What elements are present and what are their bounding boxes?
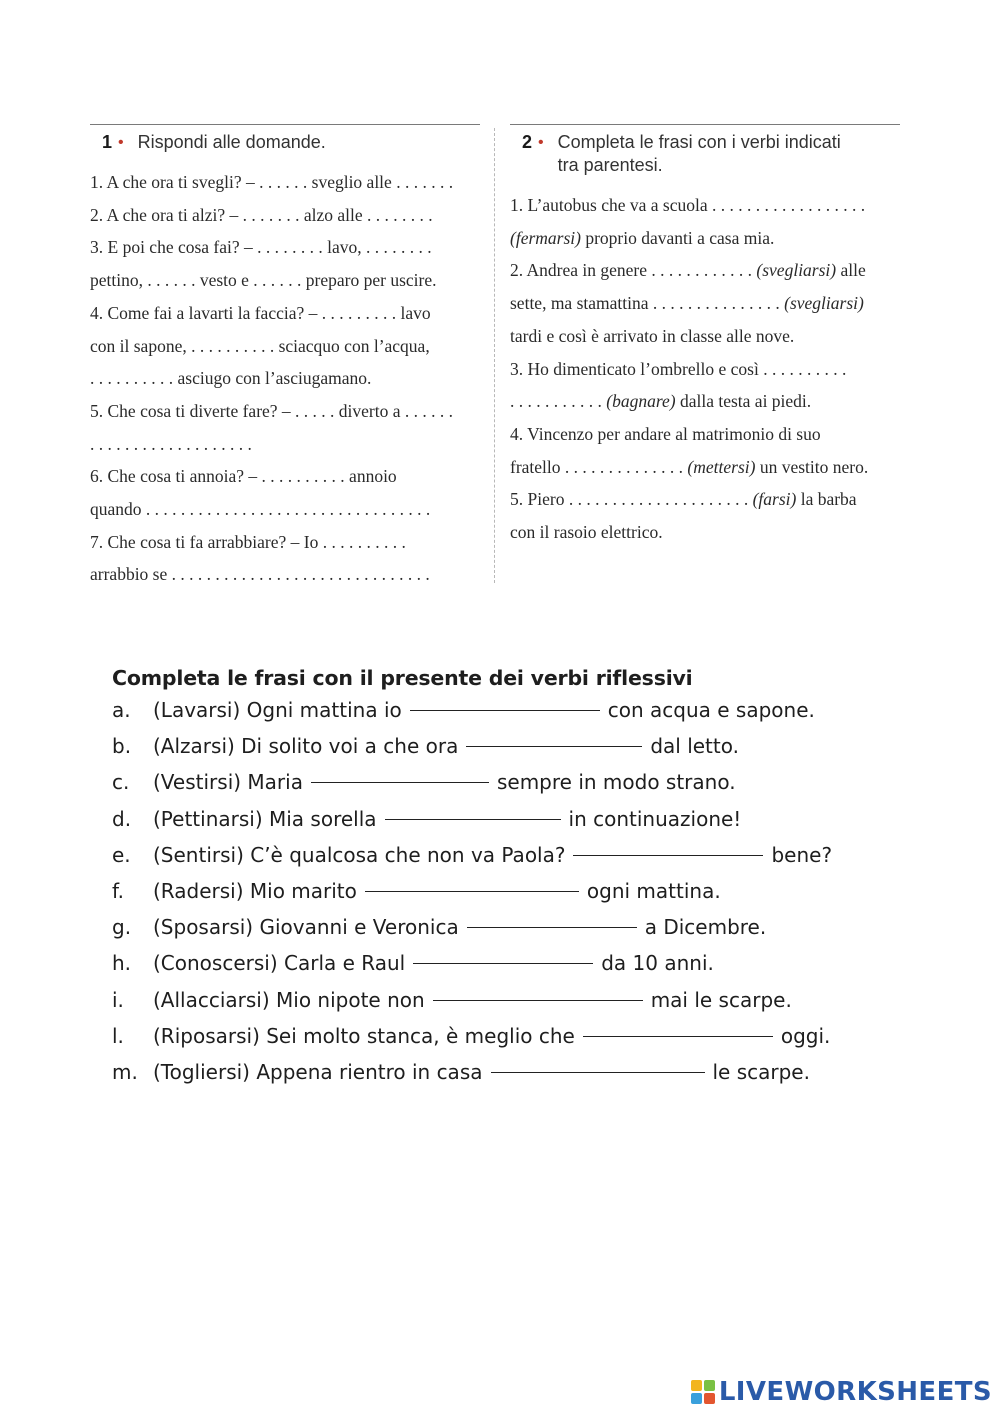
item-prompt: (Conoscersi) Carla e Raul [153, 951, 406, 976]
sentence-text: dalla testa ai piedi. [675, 391, 812, 412]
exercise-1-line: . . . . . . . . . . asciugo con l’asciugamano. [90, 368, 372, 389]
exercise-1-line: 2. A che ora ti alzi? – . . . . . . . alzo alle . . . . . . . . [90, 204, 433, 225]
logo-text: LIVEWORKSHEETS [718, 1377, 992, 1407]
exercise-1-number: 1 [102, 132, 113, 152]
item-letter: c. [112, 770, 130, 795]
exercise-2-lines [510, 189, 900, 549]
exercise-1-line: 1. A che ora ti svegli? – . . . . . . sveglio alle . . . . . . . [90, 172, 454, 192]
item-continuation: oggi. [780, 1023, 831, 1048]
exercise-2-instruction: Completa le frasi con i verbi indicati tra parentesi. [557, 132, 841, 175]
item-prompt: (Radersi) Mio marito [153, 879, 357, 904]
item-letter: e. [112, 842, 131, 867]
answer-blank[interactable] [365, 873, 579, 892]
exercise-3-item [112, 764, 932, 800]
exercise-3-item [112, 728, 932, 764]
exercise-3-item [112, 945, 932, 981]
item-continuation: in continuazione! [568, 806, 742, 831]
verb-hint: (mettersi) [687, 456, 756, 477]
logo-square [691, 1393, 702, 1404]
item-letter: a. [112, 698, 131, 722]
exercise-2-line [510, 189, 900, 222]
sentence-text: 2. Andrea in genere . . . . . . . . . . . . [510, 260, 757, 281]
item-letter: f. [112, 879, 124, 904]
sentence-text: 3. Ho dimenticato l’ombrello e così . . . . . . . . . . [510, 358, 847, 379]
item-prompt: (Pettinarsi) Mia sorella [153, 806, 377, 831]
answer-blank[interactable] [410, 692, 600, 711]
sentence-text: fratello . . . . . . . . . . . . . . [510, 456, 688, 477]
item-prompt: (Sentirsi) C’è qualcosa che non va Paola? [153, 842, 566, 867]
answer-blank[interactable] [467, 909, 637, 928]
item-letter: g. [112, 915, 132, 940]
item-prompt: (Allacciarsi) Mio nipote non [153, 987, 425, 1012]
column-divider [494, 128, 495, 583]
verb-hint: (svegliarsi) [756, 260, 837, 281]
answer-blank[interactable] [573, 837, 763, 856]
exercise-3-title: Completa le frasi con il presente dei verbi riflessivi [112, 666, 693, 690]
item-continuation: da 10 anni. [601, 951, 714, 976]
exercise-1-line: 4. Come fai a lavarti la faccia? – . . . . . . . . . lavo [90, 302, 431, 323]
exercise-1-line: arrabbio se . . . . . . . . . . . . . . . . . . . . . . . . . . . . . . [90, 564, 430, 585]
exercise-1-line: pettino, . . . . . . vesto e . . . . . . preparo per uscire. [90, 270, 437, 291]
liveworksheets-logo [691, 1377, 992, 1407]
bullet-icon: • [538, 134, 544, 151]
sentence-text: 5. Piero . . . . . . . . . . . . . . . . . . . . . [510, 489, 753, 510]
item-prompt: (Riposarsi) Sei molto stanca, è meglio che [153, 1023, 575, 1048]
exercise-3-items [112, 692, 932, 1090]
verb-hint: (bagnare) [606, 391, 676, 412]
sentence-text: alle [836, 260, 866, 281]
exercise-1-line: 5. Che cosa ti diverte fare? – . . . . . diverto a . . . . . . [90, 400, 454, 421]
exercise-3-item [112, 801, 932, 837]
sentence-text: proprio davanti a casa mia. [580, 227, 775, 248]
exercise-3-item [112, 982, 932, 1018]
exercise-2-line [510, 483, 900, 516]
exercise-1-header [102, 131, 480, 154]
answer-blank[interactable] [583, 1018, 773, 1037]
exercise-2-rule [510, 124, 900, 125]
exercise-2-header [522, 131, 900, 177]
exercise-2-line [510, 385, 900, 418]
exercise-1-line: quando . . . . . . . . . . . . . . . . . . . . . . . . . . . . . . . . . [90, 499, 431, 520]
exercise-1 [90, 124, 480, 591]
item-continuation: bene? [771, 842, 833, 867]
exercise-1-line: 3. E poi che cosa fai? – . . . . . . . . lavo, . . . . . . . . [90, 237, 432, 258]
exercise-1-line: con il sapone, . . . . . . . . . . sciacquo con l’acqua, [90, 335, 430, 356]
exercise-1-lines [90, 166, 480, 591]
exercise-2-line [510, 287, 900, 320]
exercise-2-line [510, 254, 900, 287]
logo-square [691, 1380, 702, 1391]
bullet-icon: • [118, 134, 124, 151]
item-letter: d. [112, 806, 132, 831]
exercise-1-line: 7. Che cosa ti fa arrabbiare? – Io . . . . . . . . . . [90, 531, 406, 552]
item-letter: i. [112, 987, 124, 1012]
exercise-3-item [112, 1054, 932, 1090]
sentence-text: sette, ma stamattina . . . . . . . . . . . . . . . [510, 293, 785, 314]
exercise-2-line [510, 451, 900, 484]
exercise-2-line [510, 353, 900, 386]
exercise-1-instruction: Rispondi alle domande. [137, 132, 326, 152]
exercise-2 [510, 124, 900, 549]
item-continuation: con acqua e sapone. [607, 698, 815, 722]
sentence-text: un vestito nero. [755, 456, 869, 477]
exercise-2-line [510, 222, 900, 255]
item-letter: h. [112, 951, 132, 976]
verb-hint: (svegliarsi) [784, 293, 864, 314]
exercise-3-item [112, 692, 932, 728]
logo-square [704, 1393, 715, 1404]
exercise-2-line [510, 418, 900, 451]
exercise-1-rule [90, 124, 480, 125]
answer-blank[interactable] [433, 982, 643, 1001]
item-prompt: (Sposarsi) Giovanni e Veronica [153, 915, 459, 940]
item-continuation: sempre in modo strano. [496, 770, 736, 795]
exercise-3-item [112, 837, 932, 873]
item-prompt: (Lavarsi) Ogni mattina io [153, 698, 402, 722]
item-letter: b. [112, 734, 132, 759]
exercise-2-number: 2 [522, 132, 533, 152]
sentence-text: la barba [796, 489, 857, 510]
sentence-text: 4. Vincenzo per andare al matrimonio di suo [510, 423, 821, 444]
answer-blank[interactable] [491, 1054, 705, 1073]
verb-hint: (farsi) [752, 489, 797, 510]
exercise-1-line: . . . . . . . . . . . . . . . . . . . [90, 433, 252, 454]
exercise-2-line [510, 516, 900, 549]
exercise-1-line: 6. Che cosa ti annoia? – . . . . . . . . . . annoio [90, 466, 397, 487]
item-continuation: a Dicembre. [644, 915, 767, 940]
answer-blank[interactable] [466, 728, 642, 747]
item-continuation: mai le scarpe. [650, 987, 792, 1012]
item-continuation: le scarpe. [712, 1060, 810, 1085]
exercise-3-item [112, 873, 932, 909]
item-prompt: (Vestirsi) Maria [153, 770, 303, 795]
item-prompt: (Togliersi) Appena rientro in casa [153, 1060, 483, 1085]
answer-blank[interactable] [311, 764, 489, 783]
item-continuation: dal letto. [650, 734, 739, 759]
exercise-3-item [112, 1018, 932, 1054]
item-letter: m. [112, 1060, 138, 1085]
item-letter: l. [112, 1023, 124, 1048]
sentence-text: . . . . . . . . . . . [510, 391, 607, 412]
answer-blank[interactable] [385, 801, 561, 820]
item-prompt: (Alzarsi) Di solito voi a che ora [153, 734, 459, 759]
item-continuation: ogni mattina. [586, 879, 721, 904]
logo-mark-icon [691, 1380, 715, 1404]
exercise-3-item [112, 909, 932, 945]
reflexive-verbs-exercise [112, 666, 932, 1090]
exercise-2-line [510, 320, 900, 353]
answer-blank[interactable] [413, 945, 593, 964]
sentence-text: 1. L’autobus che va a scuola . . . . . . . . . . . . . . . . . . [510, 195, 866, 215]
logo-square [704, 1380, 715, 1391]
sentence-text: con il rasoio elettrico. [510, 522, 663, 543]
sentence-text: tardi e così è arrivato in classe alle nove. [510, 325, 795, 346]
verb-hint: (fermarsi) [510, 227, 581, 248]
